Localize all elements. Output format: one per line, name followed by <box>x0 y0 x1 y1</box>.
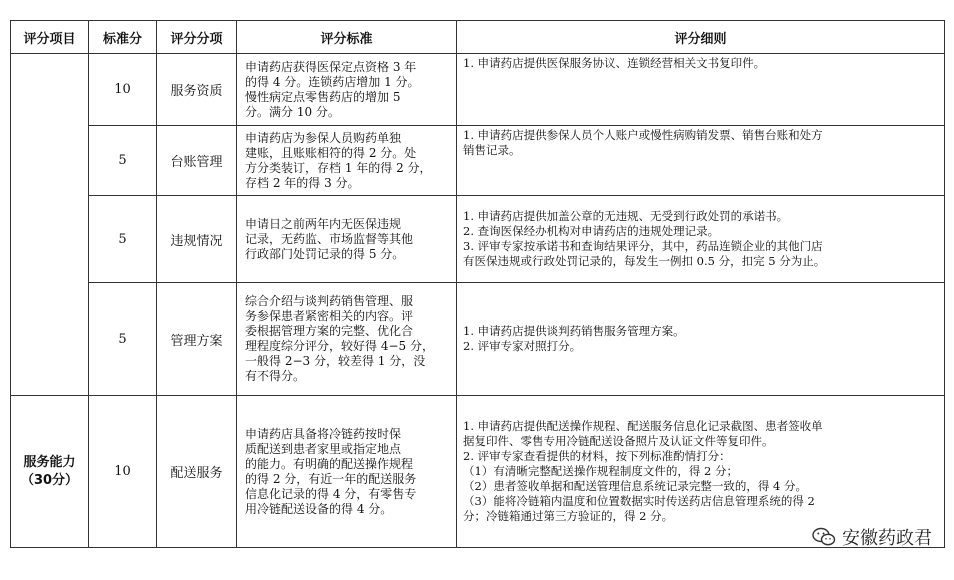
header-item: 评分分项 <box>157 21 237 54</box>
row-score: 5 <box>89 196 157 283</box>
scoring-table <box>10 20 945 548</box>
header-row <box>11 21 945 54</box>
category-cell-empty <box>11 54 89 396</box>
category-score: （30分） <box>20 472 79 488</box>
table-row <box>11 196 945 283</box>
row-criteria: 申请药店为参保人员购药单独 建账，且账账相符的得 2 分。处 方分类装订，存档 1 年的得 2 分， 存档 2 年的得 3 分。 <box>237 126 457 196</box>
table-row <box>11 126 945 196</box>
row-details: 1. 申请药店提供医保服务协议、连锁经营相关文书复印件。 <box>457 54 945 126</box>
header-criteria: 评分标准 <box>237 21 457 54</box>
header-details: 评分细则 <box>457 21 945 54</box>
row-score: 10 <box>89 54 157 126</box>
row-criteria: 申请药店获得医保定点资格 3 年 的得 4 分。连锁药店增加 1 分。 慢性病定点零售药店的增加 5 分。满分 10 分。 <box>237 54 457 126</box>
category-cell <box>11 396 89 548</box>
row-criteria: 综合介绍与谈判药销售管理、服 务参保患者紧密相关的内容。评 委根据管理方案的完整、优化合 理程度综分评分，较好得 4−5 分， 一般得 2−3 分，较差得 1 分，没 有不得分。 <box>237 283 457 396</box>
row-item: 配送服务 <box>157 396 237 548</box>
row-details: 1. 申请药店提供参保人员个人账户或慢性病购销发票、销售台账和处方 销售记录。 <box>457 126 945 196</box>
row-item: 台账管理 <box>157 126 237 196</box>
row-details: 1. 申请药店提供加盖公章的无违规、无受到行政处罚的承诺书。 2. 查询医保经办机构对申请药店的违规处理记录。 3. 评审专家按承诺书和查询结果评分，其中，药品连锁企业的其他门店 有医保违规或行政处罚记录的，每发生一例扣 0.5 分，扣完 5 分为止。 <box>457 196 945 283</box>
row-score: 10 <box>89 396 157 548</box>
header-score: 标准分 <box>89 21 157 54</box>
row-score: 5 <box>89 283 157 396</box>
row-details: 1. 申请药店提供配送操作规程、配送服务信息化记录截图、患者签收单 据复印件、零售专用冷链配送设备照片及认证文件等复印件。 2. 评审专家查看提供的材料，按下列标准酌情打分： （1）有清晰完整配送操作规程制度文件的，得 2 分； （2）患者签收单据和配送管理信息系统记录完整一致的，得 4 分。 （3）能将冷链箱内温度和位置数据实时传送药店信息管理系统的得 2 分；冷链箱通过第三方验证的，得 2 分。 <box>457 396 945 548</box>
row-details: 1. 申请药店提供谈判药销售服务管理方案。 2. 评审专家对照打分。 <box>457 283 945 396</box>
row-criteria: 申请日之前两年内无医保违规 记录，无药监、市场监督等其他 行政部门处罚记录的得 5 分。 <box>237 196 457 283</box>
watermark-text: 安徽药政君 <box>842 528 932 549</box>
wechat-icon <box>812 527 836 547</box>
watermark <box>812 524 932 550</box>
header-category: 评分项目 <box>11 21 89 54</box>
row-item: 管理方案 <box>157 283 237 396</box>
table-row <box>11 283 945 396</box>
table-row <box>11 396 945 548</box>
row-score: 5 <box>89 126 157 196</box>
row-item: 违规情况 <box>157 196 237 283</box>
table-row <box>11 54 945 126</box>
row-item: 服务资质 <box>157 54 237 126</box>
row-criteria: 申请药店具备将冷链药按时保 质配送到患者家里或指定地点 的能力。有明确的配送操作规程 的得 2 分，有近一年的配送服务 信息化记录的得 4 分，有零售专 用冷链配送设备的得 4 分。 <box>237 396 457 548</box>
category-name: 服务能力 <box>23 454 76 470</box>
